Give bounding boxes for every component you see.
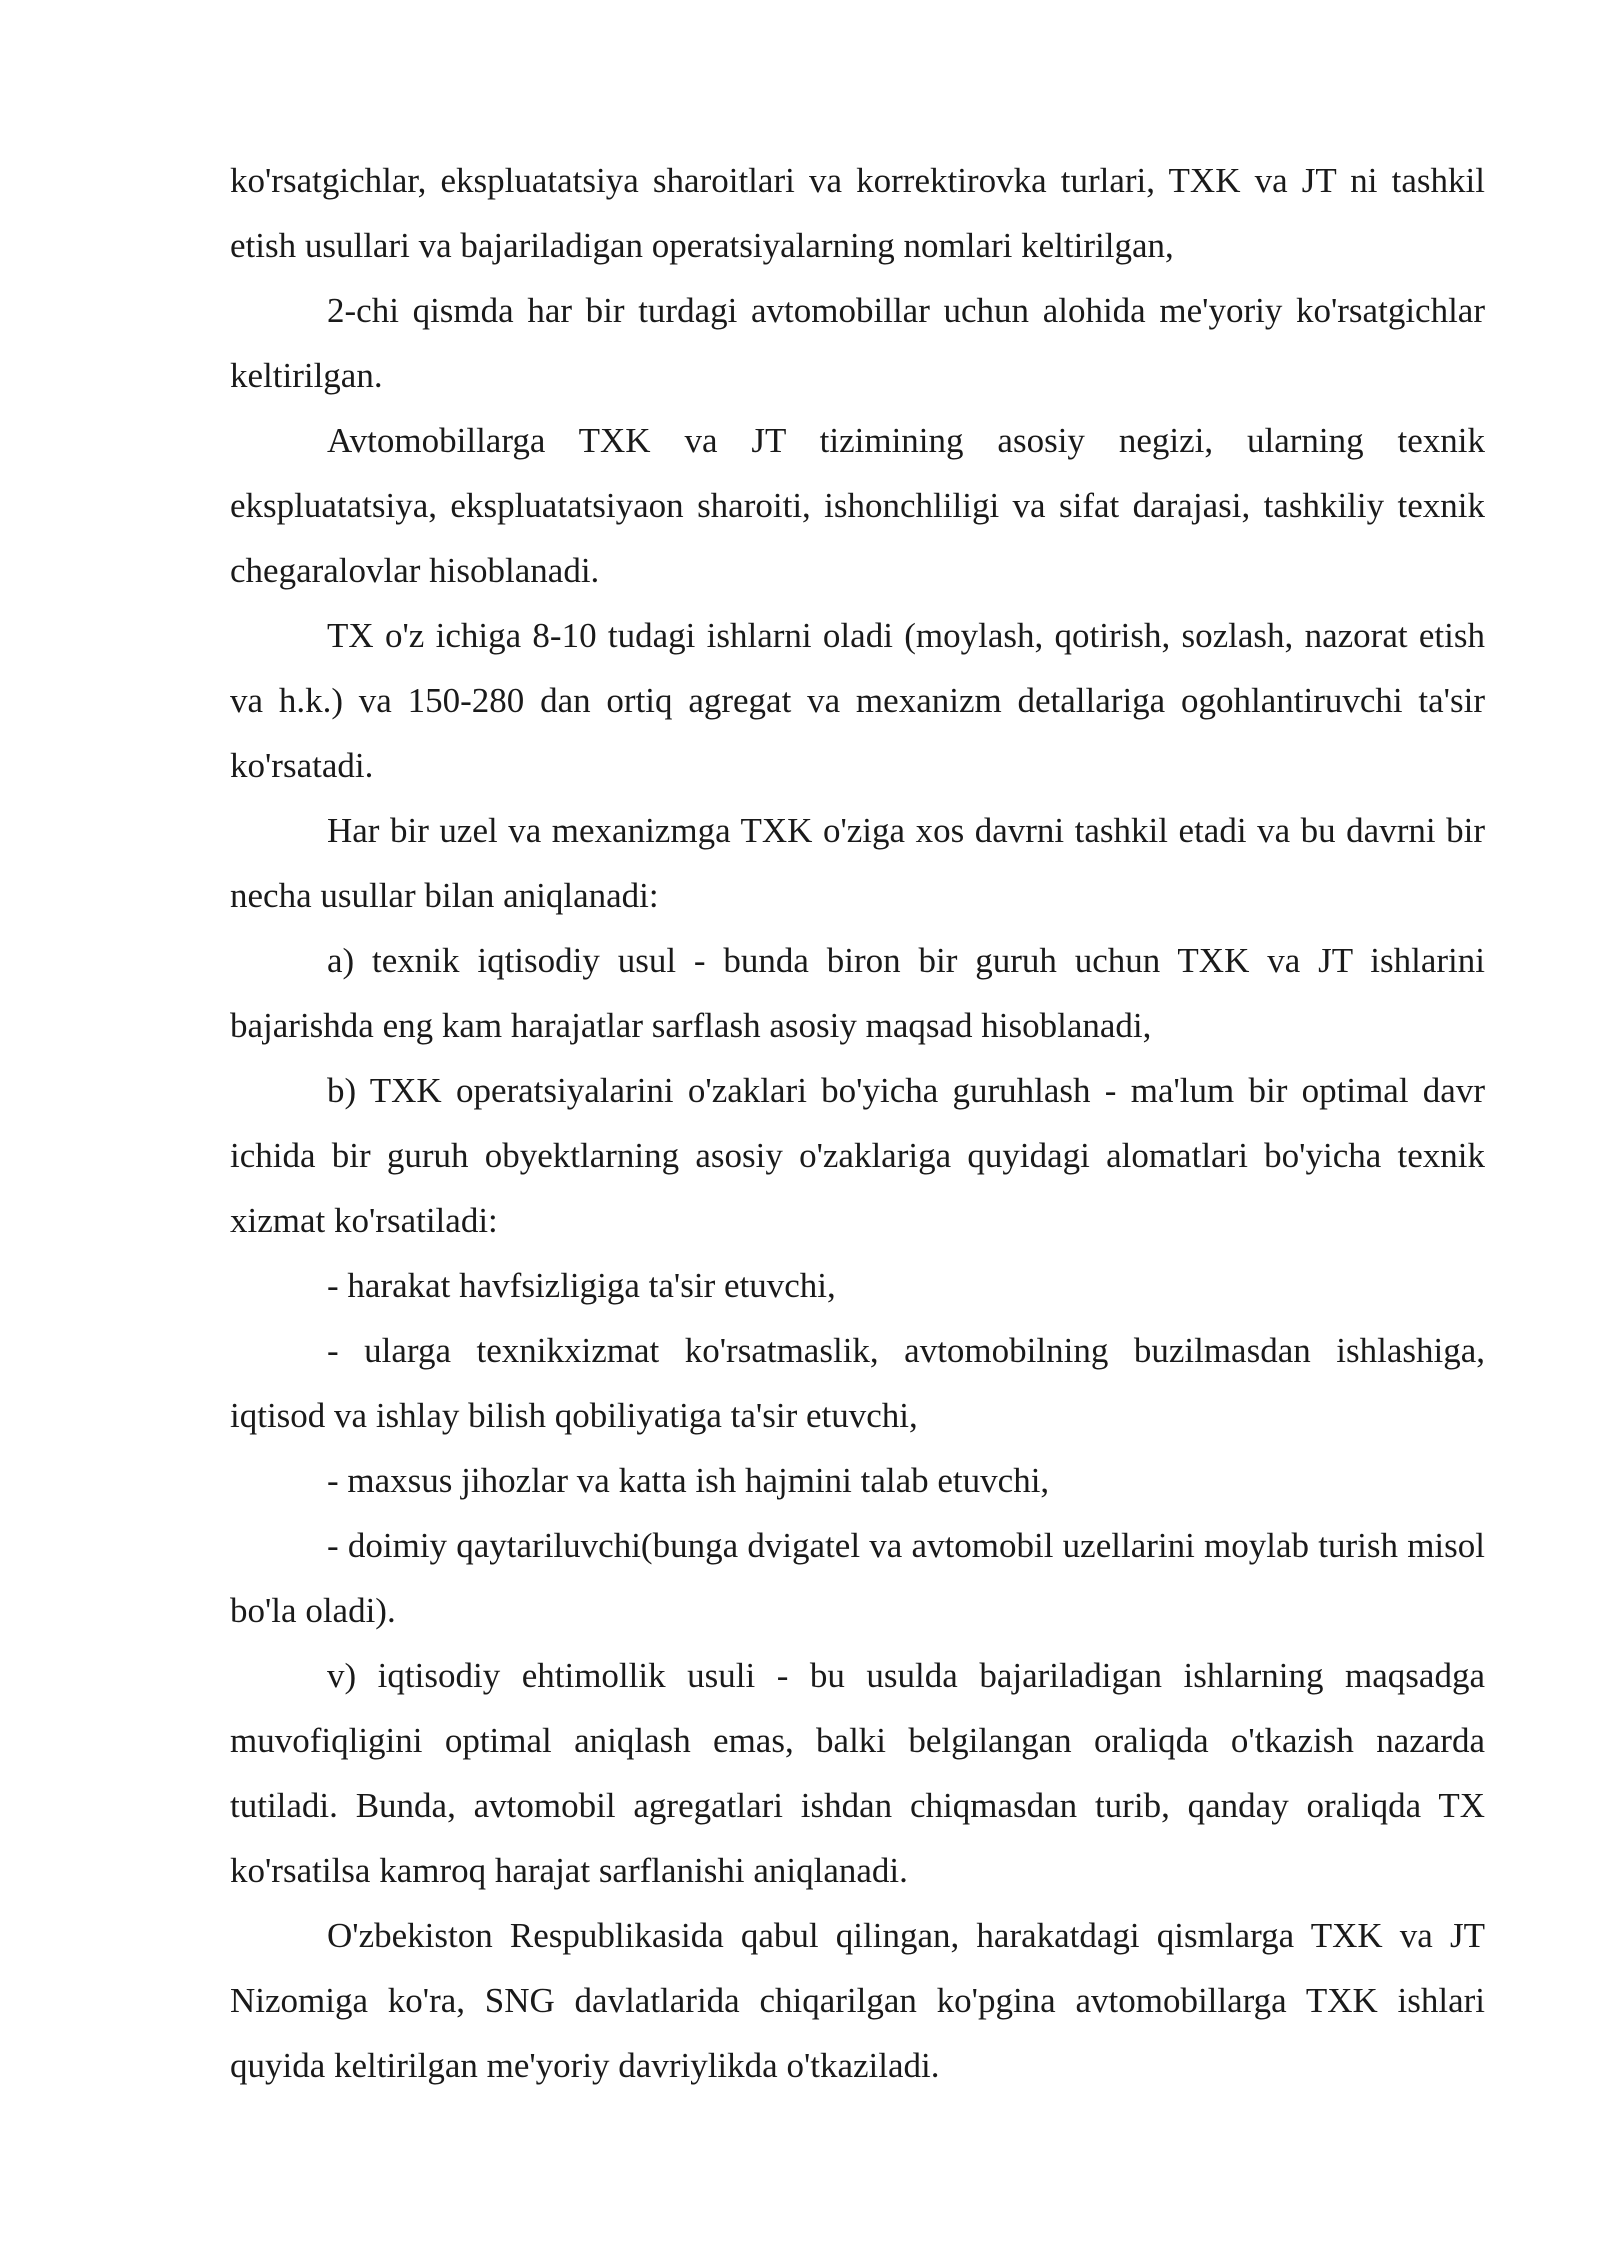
list-item-paragraph: b) TXK operatsiyalarini o'zaklari bo'yicha guruhlash - ma'lum bir optimal davr ichida bir guruh obyektlarning asosiy o'zaklariga quyidagi alomatlari bo'yicha texnik xizmat ko'rsatiladi: [230,1071,1485,1240]
document-page [230,148,1485,2098]
paragraph: O'zbekiston Respublikasida qabul qilingan, harakatdagi qismlarga TXK va JT Nizomiga ko'ra, SNG davlatlarida chiqarilgan ko'pgina avtomobillarga TXK ishlari quyida keltirilgan me'yoriy davriylikda o'tkaziladi. [230,1916,1485,2085]
paragraph: ko'rsatgichlar, ekspluatatsiya sharoitlari va korrektirovka turlari, TXK va JT ni tashkil etish usullari va bajariladigan operatsiyalarning nomlari keltirilgan, [230,161,1485,265]
paragraph: Har bir uzel va mexanizmga TXK o'ziga xos davrni tashkil etadi va bu davrni bir necha usullar bilan aniqlanadi: [230,811,1485,915]
bullet-item: - maxsus jihozlar va katta ish hajmini talab etuvchi, [327,1461,1050,1500]
bullet-item: - harakat havfsizligiga ta'sir etuvchi, [327,1266,836,1305]
list-item-paragraph: a) texnik iqtisodiy usul - bunda biron bir guruh uchun TXK va JT ishlarini bajarishda eng kam harajatlar sarflash asosiy maqsad hisoblanadi, [230,941,1485,1045]
list-item-paragraph: v) iqtisodiy ehtimollik usuli - bu usulda bajariladigan ishlarning maqsadga muvofiqligini optimal aniqlash emas, balki belgilangan oraliqda o'tkazish nazarda tutiladi. Bunda, avtomobil agregatlari ishdan chiqmasdan turib, qanday oraliqda TX ko'rsatilsa kamroq harajat sarflanishi aniqlanadi. [230,1656,1485,1890]
paragraph: TX o'z ichiga 8-10 tudagi ishlarni oladi (moylash, qotirish, sozlash, nazorat etish va h.k.) va 150-280 dan ortiq agregat va mexanizm detallariga ogohlantiruvchi ta'sir ko'rsatadi. [230,616,1485,785]
bullet-item: - ularga texnikxizmat ko'rsatmaslik, avtomobilning buzilmasdan ishlashiga, iqtisod va ishlay bilish qobiliyatiga ta'sir etuvchi, [230,1331,1485,1435]
bullet-item: - doimiy qaytariluvchi(bunga dvigatel va avtomobil uzellarini moylab turish misol bo'la oladi). [230,1526,1485,1630]
paragraph: Avtomobillarga TXK va JT tizimining asosiy negizi, ularning texnik ekspluatatsiya, ekspluatatsiyaon sharoiti, ishonchliligi va sifat darajasi, tashkiliy texnik chegaralovlar hisoblanadi. [230,421,1485,590]
paragraph: 2-chi qismda har bir turdagi avtomobillar uchun alohida me'yoriy ko'rsatgichlar keltirilgan. [230,291,1485,395]
